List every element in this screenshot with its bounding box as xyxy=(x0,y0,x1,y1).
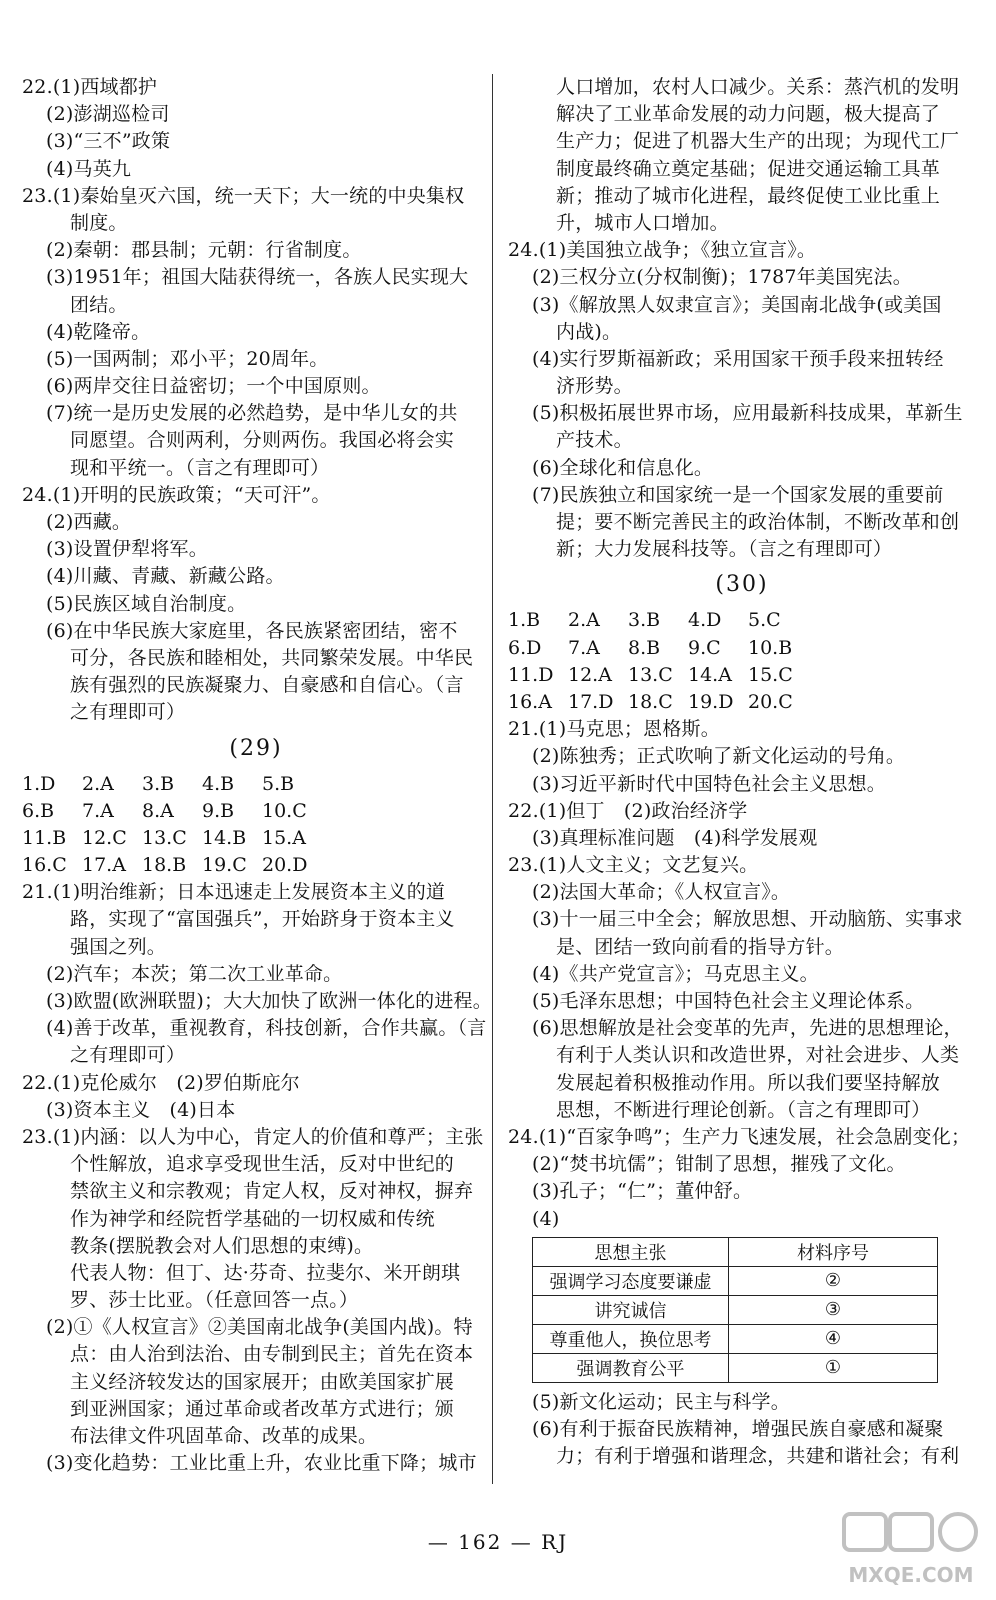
answer-line: 解决了工业革命发展的动力问题，极大提高了 xyxy=(556,103,941,126)
answer-line: (5)积极拓展世界市场，应用最新科技成果，革新生 xyxy=(532,402,963,425)
answer-line: 22.(1)西域都护 xyxy=(22,76,158,98)
answer-line: (6)全球化和信息化。 xyxy=(532,456,714,479)
answer-line: (4)实行罗斯福新政；采用国家干预手段来扭转经 xyxy=(532,347,944,370)
choice-answers-row xyxy=(22,771,490,798)
answer-line: 23.(1)人文主义；文艺复兴。 xyxy=(508,854,759,877)
answer-line: 22.(1)克伦威尔 (2)罗伯斯庇尔 xyxy=(22,1071,300,1094)
answer-line: 族有强烈的民族凝聚力、自豪感和自信心。（言 xyxy=(70,674,464,697)
answer-line: 之有理即可） xyxy=(70,1044,186,1067)
answer-line: (3)习近平新时代中国特色社会主义思想。 xyxy=(532,772,886,795)
choice-answer: 12.C xyxy=(82,826,127,849)
answer-line: 现和平统一。（言之有理即可） xyxy=(70,456,330,479)
answer-line: 罗、莎士比亚。（任意回答一点。） xyxy=(70,1289,359,1312)
choice-answers-row xyxy=(22,852,490,879)
choice-answers-row xyxy=(22,825,490,852)
choice-answer: 6.B xyxy=(22,799,55,822)
answer-line: 产技术。 xyxy=(556,429,633,452)
page-footer: — 162 — RJ xyxy=(427,1530,569,1554)
answer-line: (2)秦朝：郡县制；元朝：行省制度。 xyxy=(46,239,362,262)
answer-line: 升，城市人口增加。 xyxy=(556,211,729,234)
choice-answer: 3.B xyxy=(142,772,175,795)
answer-line: (4)马英九 xyxy=(46,157,132,180)
choice-answer: 3.B xyxy=(628,609,661,632)
answer-line: (2)“焚书坑儒”；钳制了思想，摧残了文化。 xyxy=(532,1153,906,1176)
answer-line: (4)乾隆帝。 xyxy=(46,320,151,343)
choice-answers-row xyxy=(508,635,976,662)
answer-line: (2)三权分立(分权制衡)；1787年美国宪法。 xyxy=(532,266,912,289)
answer-line: (2)汽车；本茨；第二次工业革命。 xyxy=(46,962,343,985)
answer-line: 制度。 xyxy=(70,211,128,234)
answer-line: 23.(1)秦始皇灭六国，统一天下；大一统的中央集权 xyxy=(22,184,465,207)
answer-line: (2)陈独秀；正式吹响了新文化运动的号角。 xyxy=(532,745,906,768)
answer-line: (2)西藏。 xyxy=(46,511,132,533)
choice-answer: 16.A xyxy=(508,690,552,713)
answer-line: 路，实现了“富国强兵”，开始跻身于资本主义 xyxy=(70,908,455,931)
answer-line: (4)川藏、青藏、新藏公路。 xyxy=(46,565,285,588)
answer-line: (2)法国大革命；《人权宣言》。 xyxy=(532,881,791,904)
answer-line: 24.(1)开明的民族政策；“天可汗”。 xyxy=(22,483,331,506)
choice-answer: 15.C xyxy=(748,663,793,686)
table-row xyxy=(533,1353,938,1382)
answer-line: 之有理即可） xyxy=(70,701,186,724)
choice-answer: 5.C xyxy=(748,609,781,632)
answer-line: (3)变化趋势：工业比重上升，农业比重下降；城市 xyxy=(46,1452,477,1475)
choice-answer: 10.B xyxy=(748,636,793,659)
choice-answer: 10.C xyxy=(262,799,307,822)
choice-answer: 14.A xyxy=(688,663,732,686)
answer-line: (3)真理标准问题 (4)科学发展观 xyxy=(532,826,818,849)
answer-line: (3)“三不”政策 xyxy=(46,130,171,153)
answer-line: (3)孔子；“仁”；董仲舒。 xyxy=(532,1180,753,1203)
answer-line: (5)一国两制；邓小平；20周年。 xyxy=(46,347,329,370)
table-header: 思想主张 xyxy=(533,1237,729,1266)
choice-answer: 9.B xyxy=(202,799,235,822)
answer-line: (6)有利于振奋民族精神，增强民族自豪感和凝聚 xyxy=(532,1417,944,1440)
answer-line: 24.(1)美国独立战争；《独立宣言》。 xyxy=(508,239,817,262)
column-divider xyxy=(492,74,493,1484)
choice-answer: 13.C xyxy=(628,663,673,686)
choice-answer: 14.B xyxy=(202,826,247,849)
answer-line: (2)澎湖巡检司 xyxy=(46,103,170,126)
table-cell: 尊重他人，换位思考 xyxy=(533,1324,729,1353)
answer-line: (3)《解放黑人奴隶宣言》；美国南北战争(或美国 xyxy=(532,293,942,316)
answer-line: (4)《共产党宣言》；马克思主义。 xyxy=(532,962,819,985)
choice-answer: 19.C xyxy=(202,854,247,877)
answer-line: 代表人物：但丁、达·芬奇、拉斐尔、米开朗琪 xyxy=(70,1261,461,1284)
answer-line: 21.(1)明治维新；日本迅速走上发展资本主义的道 xyxy=(22,881,446,904)
answer-line: 力；有利于增强和谐理念，共建和谐社会；有利 xyxy=(556,1445,960,1468)
choice-answer: 8.B xyxy=(628,636,661,659)
answer-line: 新；大力发展科技等。（言之有理即可） xyxy=(556,538,893,561)
table-row xyxy=(533,1324,938,1353)
choice-answers-row xyxy=(508,689,976,716)
answer-line: (3)欧盟(欧洲联盟)；大大加快了欧洲一体化的进程。 xyxy=(46,990,492,1012)
answer-line: (6)思想解放是社会变革的先声，先进的思想理论， xyxy=(532,1017,963,1040)
choice-answers-row xyxy=(508,662,976,689)
choice-answer: 6.D xyxy=(508,636,542,659)
answer-line: (3)1951年；祖国大陆获得统一，各族人民实现大 xyxy=(46,266,469,289)
answer-line: (5)民族区域自治制度。 xyxy=(46,592,247,615)
answer-line: 济形势。 xyxy=(556,375,633,398)
answer-line: (4)善于改革，重视教育，科技创新，合作共赢。（言 xyxy=(46,1017,487,1040)
answer-line: (6)在中华民族大家庭里，各民族紧密团结，密不 xyxy=(46,619,458,642)
table-cell: ③ xyxy=(729,1295,938,1324)
choice-answer: 11.D xyxy=(508,663,554,686)
answer-line: (6)两岸交往日益密切；一个中国原则。 xyxy=(46,375,381,398)
answer-line: 禁欲主义和宗教观；肯定人权，反对神权，摒弃 xyxy=(70,1180,474,1203)
choice-answer: 17.A xyxy=(82,854,126,877)
answer-line: (3)资本主义 (4)日本 xyxy=(46,1098,236,1121)
choice-answer: 18.C xyxy=(628,690,673,713)
answer-line: 内战)。 xyxy=(556,320,622,343)
answer-line: (5)新文化运动；民主与科学。 xyxy=(532,1390,790,1413)
choice-answer: 4.D xyxy=(688,609,722,632)
choice-answer: 2.A xyxy=(568,609,600,632)
choice-answers-row xyxy=(22,798,490,825)
answer-line: 21.(1)马克思；恩格斯。 xyxy=(508,718,720,741)
watermark-logo xyxy=(838,1508,984,1594)
choice-answer: 8.A xyxy=(142,799,174,822)
table-cell: 讲究诚信 xyxy=(533,1295,729,1324)
answer-line: 制度最终确立奠定基础；促进交通运输工具革 xyxy=(556,157,941,180)
answer-line: 点：由人治到法治、由专制到民主；首先在资本 xyxy=(70,1343,474,1366)
choice-answer: 16.C xyxy=(22,854,67,877)
table-cell: 强调学习态度要谦虚 xyxy=(533,1266,729,1295)
table-cell: ② xyxy=(729,1266,938,1295)
answer-line: 22.(1)但丁 (2)政治经济学 xyxy=(508,799,748,822)
answer-line: 主义经济较发达的国家展开；由欧美国家扩展 xyxy=(70,1370,455,1393)
answer-line: 作为神学和经院哲学基础的一切权威和传统 xyxy=(70,1207,435,1230)
answer-line: 24.(1)“百家争鸣”；生产力飞速发展，社会急剧变化； xyxy=(508,1125,971,1148)
answer-line: 23.(1)内涵：以人为中心，肯定人的价值和尊严；主张 xyxy=(22,1125,484,1148)
answer-line: 有利于人类认识和改造世界，对社会进步、人类 xyxy=(556,1044,960,1067)
answer-line: 人口增加，农村人口减少。关系：蒸汽机的发明 xyxy=(556,76,960,98)
answer-line: 思想，不断进行理论创新。（言之有理即可） xyxy=(556,1098,931,1121)
choice-answer: 17.D xyxy=(568,690,614,713)
section-heading: (29) xyxy=(229,735,283,761)
answer-line: 到亚洲国家；通过革命或者改革方式进行；颁 xyxy=(70,1397,455,1420)
answer-line: (5)毛泽东思想；中国特色社会主义理论体系。 xyxy=(532,990,925,1012)
table-row xyxy=(533,1266,938,1295)
answer-line: 同愿望。合则两利，分则两伤。我国必将会实 xyxy=(70,429,455,452)
choice-answers-row xyxy=(508,607,976,634)
answer-table xyxy=(508,1237,976,1383)
answer-line: 发展起着积极推动作用。所以我们要坚持解放 xyxy=(556,1071,941,1094)
choice-answer: 5.B xyxy=(262,772,295,795)
answer-line: 强国之列。 xyxy=(70,935,167,958)
table-cell: ④ xyxy=(729,1324,938,1353)
section-heading: (30) xyxy=(715,572,769,598)
answer-line: 布法律文件巩固革命、改革的成果。 xyxy=(70,1425,378,1447)
answer-line: 团结。 xyxy=(70,293,128,316)
choice-answer: 2.A xyxy=(82,772,114,795)
choice-answer: 7.A xyxy=(568,636,600,659)
answer-line: (4) xyxy=(532,1207,560,1230)
answer-line: (7)民族独立和国家统一是一个国家发展的重要前 xyxy=(532,483,944,506)
table-cell: ① xyxy=(729,1353,938,1382)
choice-answer: 1.B xyxy=(508,609,541,632)
choice-answer: 1.D xyxy=(22,772,56,795)
answer-line: (2)①《人权宣言》②美国南北战争(美国内战)。特 xyxy=(46,1316,473,1339)
answer-line: 生产力；促进了机器大生产的出现；为现代工厂 xyxy=(556,130,960,153)
left-column xyxy=(22,74,490,1477)
answer-line: (3)设置伊犁将军。 xyxy=(46,538,208,561)
choice-answer: 19.D xyxy=(688,690,734,713)
choice-answer: 20.C xyxy=(748,690,793,713)
choice-answer: 18.B xyxy=(142,854,187,877)
right-column xyxy=(508,74,976,1470)
table-row xyxy=(533,1295,938,1324)
choice-answer: 12.A xyxy=(568,663,612,686)
answer-line: 可分，各民族和睦相处，共同繁荣发展。中华民 xyxy=(70,646,474,669)
choice-answer: 4.B xyxy=(202,772,235,795)
watermark-text: MXQE.COM xyxy=(848,1563,974,1587)
choice-answer: 15.A xyxy=(262,826,306,849)
answer-line: 新；推动了城市化进程，最终促使工业比重上 xyxy=(556,184,941,207)
choice-answer: 13.C xyxy=(142,826,187,849)
answer-line: 教条(摆脱教会对人们思想的束缚)。 xyxy=(70,1234,374,1257)
choice-answer: 9.C xyxy=(688,636,721,659)
answer-line: 是、团结一致向前看的指导方针。 xyxy=(556,935,845,958)
table-header: 材料序号 xyxy=(729,1237,938,1266)
choice-answer: 7.A xyxy=(82,799,114,822)
answer-line: (3)十一届三中全会；解放思想、开动脑筋、实事求 xyxy=(532,908,963,931)
answer-line: (7)统一是历史发展的必然趋势，是中华儿女的共 xyxy=(46,402,458,425)
choice-answer: 11.B xyxy=(22,826,67,849)
answer-line: 提；要不断完善民主的政治体制，不断改革和创 xyxy=(556,511,960,533)
choice-answer: 20.D xyxy=(262,854,308,877)
table-cell: 强调教育公平 xyxy=(533,1353,729,1382)
answer-line: 个性解放，追求享受现世生活，反对中世纪的 xyxy=(70,1153,455,1176)
